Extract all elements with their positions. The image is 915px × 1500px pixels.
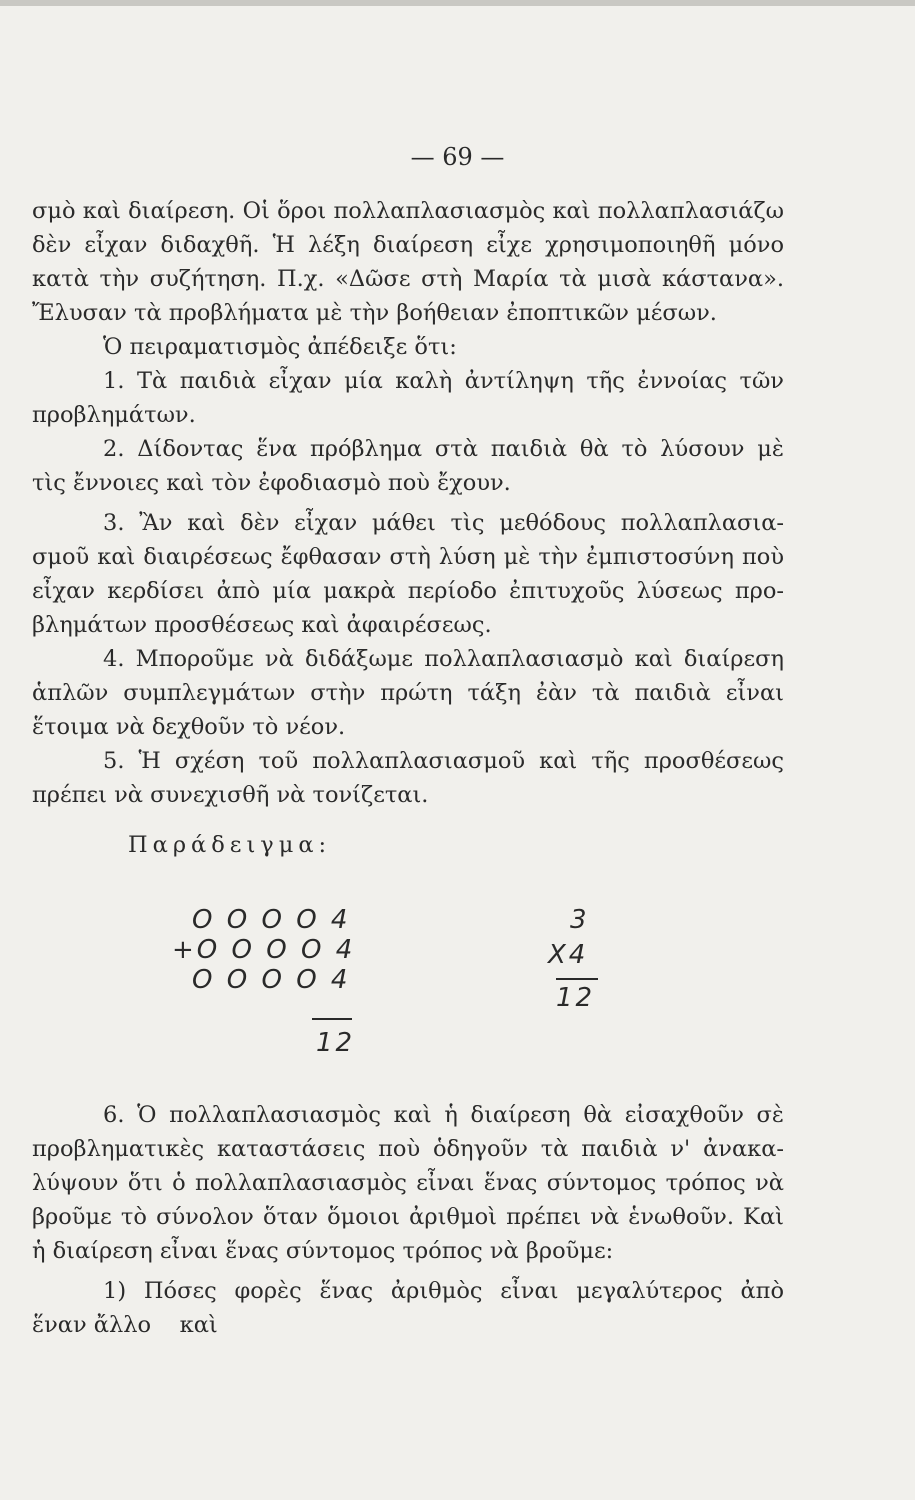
text-line: πρέπει νὰ συνεχισθῆ νὰ τονίζεται. [32,782,429,808]
text-line: 1. Τὰ παιδιὰ εἶχαν μία καλὴ ἀντίληψη τῆς ἐννοίας τῶν [103,368,784,394]
page-top-edge [0,0,915,6]
text-line: 2. Δίδοντας ἕνα πρόβλημα στὰ παιδιὰ θὰ τὸ λύσουν μὲ [103,436,784,462]
text-line: ἁπλῶν συμπλεγμάτων στὴν πρώτη τάξη ἐὰν τὰ παιδιὰ εἶναι [32,680,784,706]
text-line: 5. Ἡ σχέση τοῦ πολλαπλασιασμοῦ καὶ τῆς προσθέσεως [103,748,784,774]
text-line: ἕναν ἄλλο καὶ [32,1312,218,1338]
text-line: λύψουν ὅτι ὁ πολλαπλασιασμὸς εἶναι ἕνας σύντομος τρόπος νὰ [32,1170,784,1196]
addition-rule [312,1018,352,1020]
text-line: ἡ διαίρεση εἶναι ἕνας σύντομος τρόπος νὰ βροῦμε: [32,1238,614,1264]
addition-result: 12 [316,1028,356,1058]
text-line: προβλημάτων. [32,402,196,428]
text-line: εἶχαν κερδίσει ἀπὸ μία μακρὰ περίοδο ἐπιτυχοῦς λύσεως προ- [32,578,784,604]
text-line: δὲν εἶχαν διδαχθῆ. Ἡ λέξη διαίρεση εἶχε χρησιμοποιηθῆ μόνο [32,232,784,258]
addition-row: +O O O O 4 [172,935,356,965]
addition-row: O O O O 4 [192,965,351,995]
text-line: σμοῦ καὶ διαιρέσεως ἔφθασαν στὴ λύση μὲ τὴν ἐμπιστοσύνη ποὺ [32,544,784,570]
multiplication-result: 12 [556,983,596,1013]
page-number: — 69 — [410,143,505,171]
examples-label: Παράδειγμα: [128,832,332,858]
text-line: 3. Ἂν καὶ δὲν εἶχαν μάθει τὶς μεθόδους πολλαπλασια- [103,510,784,536]
text-line: Ἔλυσαν τὰ προβλήματα μὲ τὴν βοήθειαν ἐποπτικῶν μέσων. [32,300,717,326]
text-line: προβληματικὲς καταστάσεις ποὺ ὁδηγοῦν τὰ παιδιὰ ν' ἀνακα- [32,1136,784,1162]
text-line: βροῦμε τὸ σύνολον ὅταν ὅμοιοι ἀριθμοὶ πρέπει νὰ ἑνωθοῦν. Καὶ [32,1204,784,1230]
text-line: 1) Πόσες φορὲς ἕνας ἀριθμὸς εἶναι μεγαλύτερος ἀπὸ [103,1278,784,1304]
multiplication-row: 3 [570,905,590,935]
text-line: 6. Ὁ πολλαπλασιασμὸς καὶ ἡ διαίρεση θὰ εἰσαχθοῦν σὲ [103,1102,784,1128]
text-line: 4. Μποροῦμε νὰ διδάξωμε πολλαπλασιασμὸ καὶ διαίρεση [103,646,784,672]
text-line: κατὰ τὴν συζήτηση. Π.χ. «Δῶσε στὴ Μαρία τὰ μισὰ κάστανα». [32,266,784,292]
text-line: ἕτοιμα νὰ δεχθοῦν τὸ νέον. [32,714,346,740]
text-line: σμὸ καὶ διαίρεση. Οἱ ὅροι πολλαπλασιασμὸς καὶ πολλαπλασιάζω [32,198,784,224]
multiplication-rule [556,978,598,980]
text-line: τὶς ἔννοιες καὶ τὸν ἐφοδιασμὸ ποὺ ἔχουν. [32,470,511,496]
text-line: Ὁ πειραματισμὸς ἀπέδειξε ὅτι: [103,334,457,360]
addition-row: O O O O 4 [192,905,351,935]
text-line: βλημάτων προσθέσεως καὶ ἀφαιρέσεως. [32,612,492,638]
multiplication-row: X4 [548,940,589,970]
